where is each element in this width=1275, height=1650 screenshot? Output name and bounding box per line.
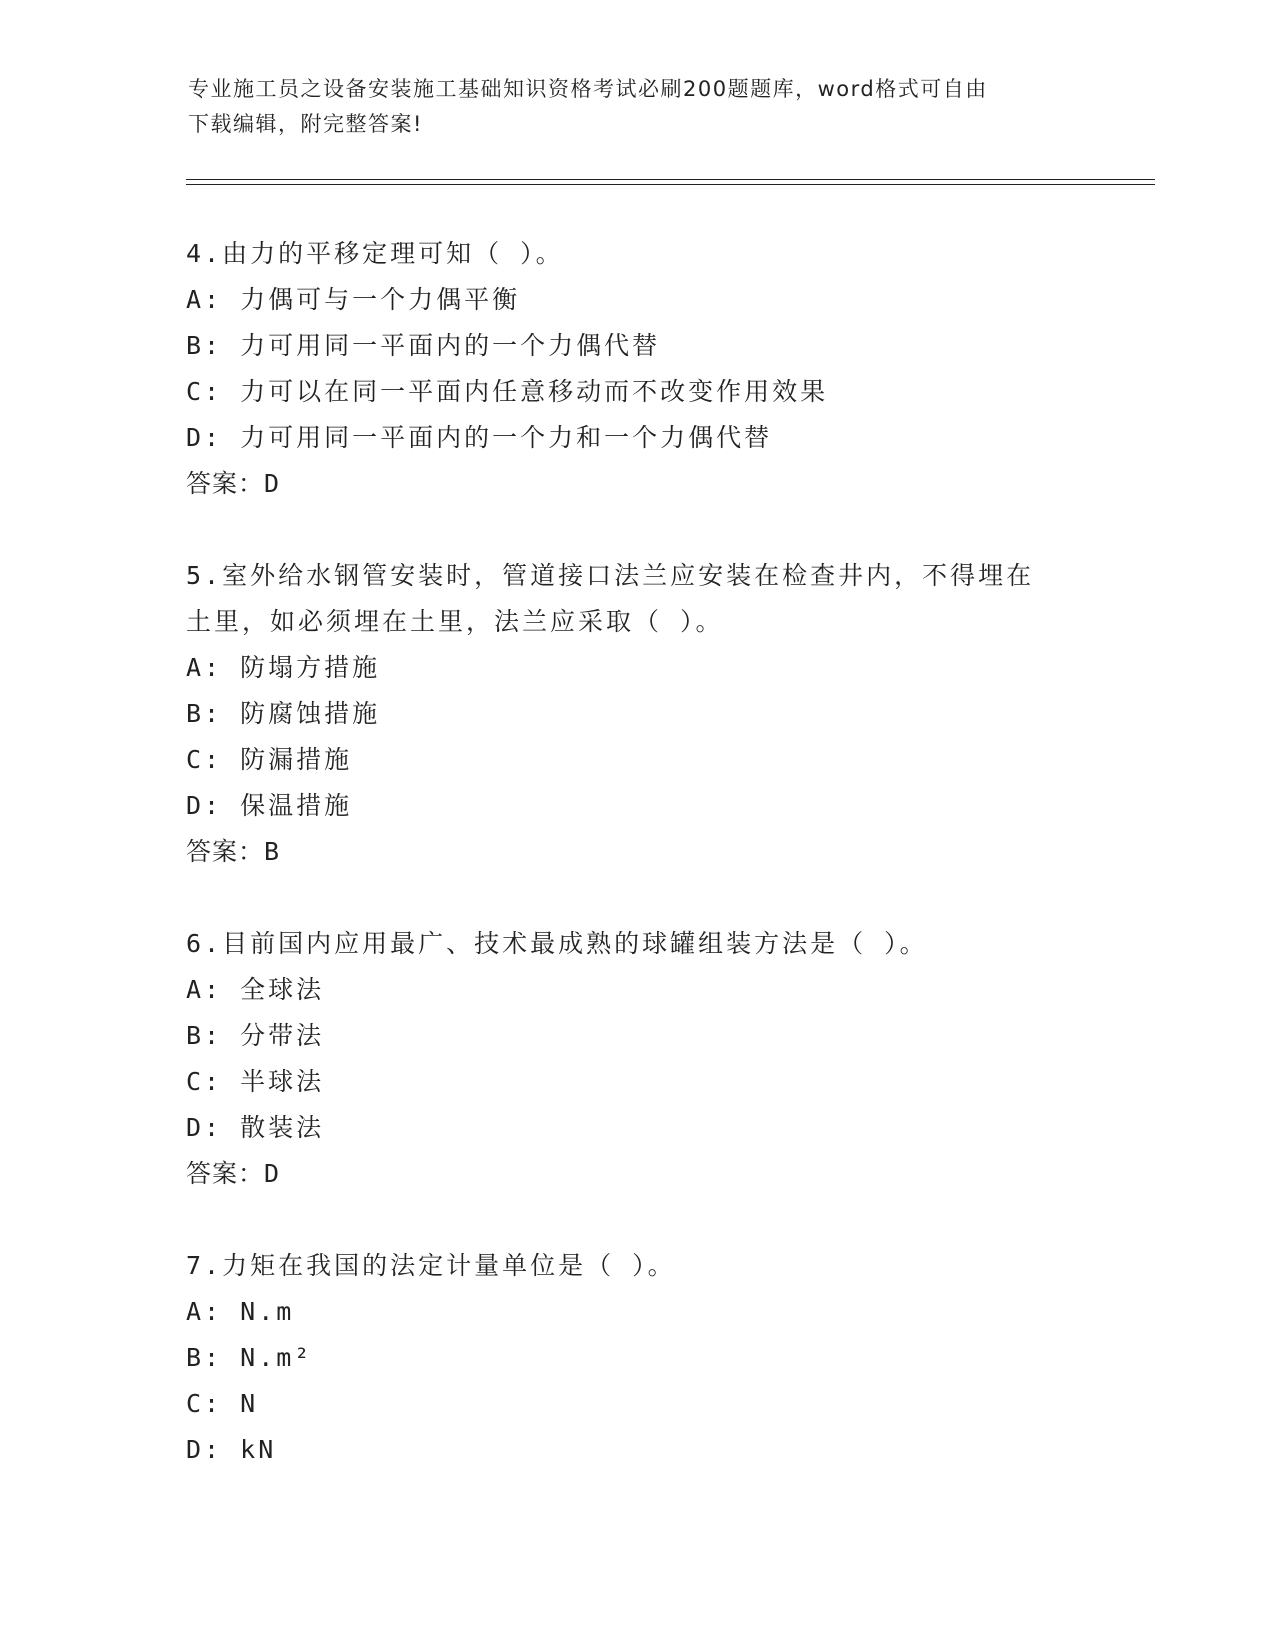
header-divider-bottom	[186, 184, 1155, 185]
answer	[186, 1151, 1136, 1197]
option-a: A: 防塌方措施	[186, 653, 381, 682]
question-stem: 6.目前国内应用最广、技术最成熟的球罐组装方法是（ ）。	[186, 929, 928, 958]
option-d: D: 散装法	[186, 1113, 325, 1142]
option-b: B: 防腐蚀措施	[186, 699, 381, 728]
option-d: D: 保温措施	[186, 791, 353, 820]
answer-value: D	[264, 1159, 281, 1188]
header-line-2: 下载编辑，附完整答案!	[188, 112, 423, 136]
question-5	[186, 553, 1136, 875]
answer-value: D	[264, 469, 281, 498]
question-stem: 5.室外给水钢管安装时，管道接口法兰应安装在检查井内，不得埋在	[186, 561, 1035, 590]
header-line-1: 专业施工员之设备安装施工基础知识资格考试必刷200题题库，word格式可自由	[188, 77, 988, 101]
option-b: B: N.m²	[186, 1343, 313, 1372]
document-header	[188, 72, 1088, 142]
question-4	[186, 231, 1136, 507]
question-stem-continued: 土里，如必须埋在土里，法兰应采取（ ）。	[186, 607, 724, 636]
answer	[186, 461, 1136, 507]
option-b: B: 分带法	[186, 1021, 325, 1050]
option-a: A: 全球法	[186, 975, 325, 1004]
answer-label: 答案：	[186, 1159, 265, 1188]
option-c: C: 防漏措施	[186, 745, 353, 774]
answer-label: 答案：	[186, 837, 265, 866]
question-7	[186, 1243, 1136, 1473]
question-stem: 7.力矩在我国的法定计量单位是（ ）。	[186, 1251, 676, 1280]
option-b: B: 力可用同一平面内的一个力偶代替	[186, 331, 661, 360]
option-c: C: 力可以在同一平面内任意移动而不改变作用效果	[186, 377, 829, 406]
option-c: C: N	[186, 1389, 259, 1418]
option-a: A: N.m	[186, 1297, 295, 1326]
option-a: A: 力偶可与一个力偶平衡	[186, 285, 521, 314]
question-list	[186, 231, 1136, 1519]
option-c: C: 半球法	[186, 1067, 325, 1096]
answer-value: B	[264, 837, 281, 866]
header-divider-top	[186, 179, 1155, 180]
option-d: D: 力可用同一平面内的一个力和一个力偶代替	[186, 423, 773, 452]
answer-label: 答案：	[186, 469, 265, 498]
question-6	[186, 921, 1136, 1197]
answer	[186, 829, 1136, 875]
question-stem: 4.由力的平移定理可知（ ）。	[186, 239, 564, 268]
option-d: D: kN	[186, 1435, 277, 1464]
